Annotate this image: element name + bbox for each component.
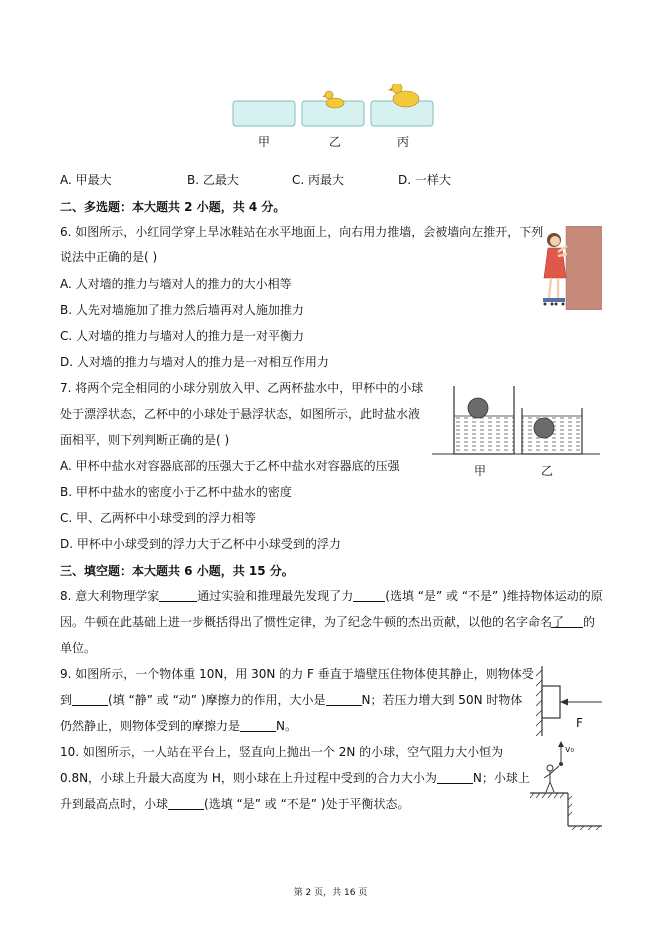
q8-blank-1[interactable] bbox=[159, 589, 197, 602]
q6-option-c: C. 人对墙的推力与墙对人的推力是一对平衡力 bbox=[60, 329, 305, 343]
q9-line2 bbox=[60, 692, 522, 708]
q6-option-d: D. 人对墙的推力与墙对人的推力是一对相互作用力 bbox=[60, 355, 329, 369]
section2-title: 二、多选题：本大题共 2 小题，共 4 分。 bbox=[60, 200, 286, 214]
q10-line3-part1: 升到最高点时，小球 bbox=[60, 797, 169, 811]
q5-option-d: D. 一样大 bbox=[398, 173, 451, 187]
q8-line2-end bbox=[551, 614, 595, 630]
cup-label-jia: 甲 bbox=[474, 464, 487, 478]
ball-suspended bbox=[534, 418, 554, 438]
block bbox=[542, 686, 560, 718]
two-cups-figure bbox=[432, 380, 600, 462]
section3-title: 三、填空题：本大题共 6 小题，共 15 分。 bbox=[60, 564, 294, 578]
q7-option-a: A. 甲杯中盐水对容器底部的压强大于乙杯中盐水对容器底的压强 bbox=[60, 459, 400, 473]
velocity-arrow-icon bbox=[558, 741, 564, 747]
q8-line1-part2: 通过实验和推理最先发现了力 bbox=[197, 589, 354, 603]
page-footer: 第 2 页，共 16 页 bbox=[293, 888, 368, 898]
q9-line3 bbox=[60, 718, 297, 734]
q10-blank-2[interactable] bbox=[168, 797, 204, 810]
q9-line3-part1: 仍然静止，则物体受到的摩擦力是 bbox=[60, 719, 241, 733]
q8-line2: 因。牛顿在此基础上进一步概括得出了惯性定律，为了纪念牛顿的杰出贡献，以他的名字命名了 bbox=[60, 615, 565, 629]
q10-blank-1[interactable] bbox=[437, 771, 473, 784]
q9-blank-2[interactable] bbox=[326, 693, 362, 706]
q8-blank-2[interactable] bbox=[353, 589, 385, 602]
q10-line2 bbox=[60, 770, 530, 786]
q7-option-c: C. 甲、乙两杯中小球受到的浮力相等 bbox=[60, 511, 257, 525]
q10-line1: 10. 如图所示，一人站在平台上，竖直向上抛出一个 2N 的小球，空气阻力大小恒为 bbox=[60, 745, 504, 759]
q6-option-b: B. 人先对墙施加了推力然后墙再对人施加推力 bbox=[60, 303, 304, 317]
q9-force-label: F bbox=[576, 716, 583, 730]
q9-line2-part1: 到 bbox=[60, 693, 73, 707]
person-push-wall-icon bbox=[536, 226, 602, 310]
q8-line1-part1: 8. 意大利物理学家 bbox=[60, 589, 160, 603]
q8-line3: 单位。 bbox=[60, 641, 97, 655]
q9-line2-part3: N；若压力增大到 50N 时物体 bbox=[361, 693, 523, 707]
duck-label-yi: 乙 bbox=[329, 135, 342, 149]
q6-figure bbox=[536, 226, 602, 310]
q7-stem-line3: 面相平，则下列判断正确的是( ) bbox=[60, 433, 230, 447]
ball bbox=[559, 762, 563, 766]
q9-blank-3[interactable] bbox=[240, 719, 276, 732]
q8-blank-3[interactable] bbox=[551, 615, 583, 628]
q10-line3-part2: (选填 “是” 或 “不是” )处于平衡状态。 bbox=[204, 797, 410, 811]
q5-option-a: A. 甲最大 bbox=[60, 173, 112, 187]
q10-velocity-label: v₀ bbox=[565, 745, 574, 755]
q10-line2-part2: N；小球上 bbox=[472, 771, 530, 785]
cup-label-yi: 乙 bbox=[541, 464, 554, 478]
q9-line2-part2: (填 “静” 或 “动” )摩擦力的作用，大小是 bbox=[108, 693, 326, 707]
q8-line2-tail: 的 bbox=[583, 615, 596, 629]
ball-floating bbox=[468, 398, 488, 418]
q9-line1: 9. 如图所示，一个物体重 10N，用 30N 的力 F 垂直于墙壁压住物体使其静止，则物体受 bbox=[60, 667, 534, 681]
q10-line3 bbox=[60, 796, 410, 812]
q9-figure bbox=[528, 666, 602, 736]
q9-blank-1[interactable] bbox=[72, 693, 108, 706]
q7-option-d: D. 甲杯中小球受到的浮力大于乙杯中小球受到的浮力 bbox=[60, 537, 341, 551]
q7-option-b: B. 甲杯中盐水的密度小于乙杯中盐水的密度 bbox=[60, 485, 292, 499]
q6-stem-line2: 说法中正确的是( ) bbox=[60, 250, 158, 264]
q6-stem-line1: 6. 如图所示，小红同学穿上旱冰鞋站在水平地面上，向右用力推墙，会被墙向左推开，下列 bbox=[60, 225, 544, 239]
q8-line1-part3: (选填 “是” 或 “不是” )维持物体运动的原 bbox=[385, 589, 603, 603]
q7-figure bbox=[432, 380, 600, 462]
q7-stem-line2: 处于漂浮状态，乙杯中的小球处于悬浮状态，如图所示，此时盐水液 bbox=[60, 407, 421, 421]
q9-line3-part2: N。 bbox=[276, 719, 297, 733]
container-jia bbox=[233, 101, 295, 126]
q5-option-b: B. 乙最大 bbox=[187, 173, 239, 187]
duck-label-jia: 甲 bbox=[258, 135, 271, 149]
q10-line2-part1: 0.8N，小球上升最大高度为 H，则小球在上升过程中受到的合力大小为 bbox=[60, 771, 437, 785]
wall-press-figure bbox=[528, 666, 602, 736]
q7-stem-line1: 7. 将两个完全相同的小球分别放入甲、乙两杯盐水中，甲杯中的小球 bbox=[60, 381, 424, 395]
q6-option-a: A. 人对墙的推力与墙对人的推力的大小相等 bbox=[60, 277, 292, 291]
duck-label-bing: 丙 bbox=[397, 135, 410, 149]
q8-line1 bbox=[60, 588, 603, 604]
force-arrow-icon bbox=[560, 699, 568, 706]
q5-option-c: C. 丙最大 bbox=[292, 173, 345, 187]
